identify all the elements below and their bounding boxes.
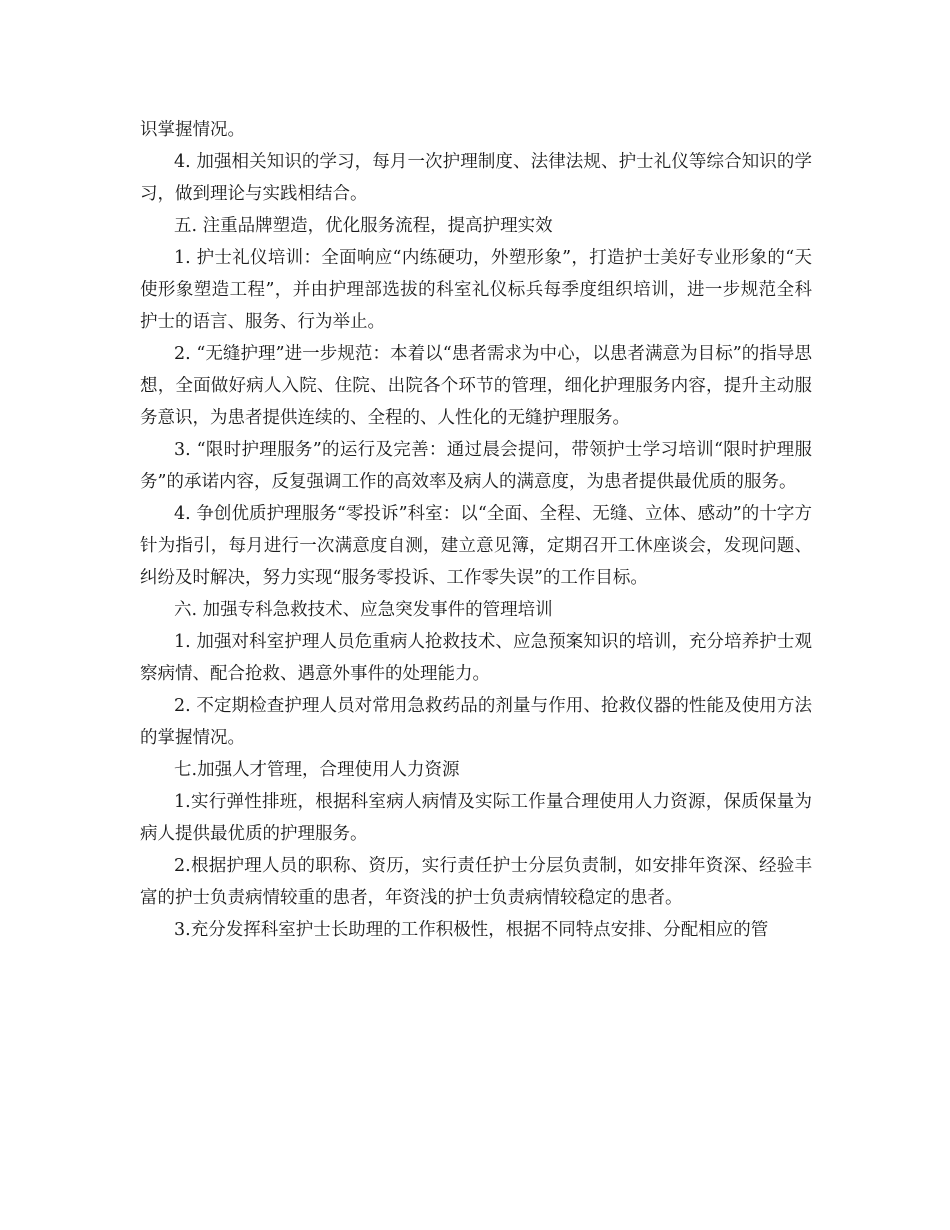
paragraph-item: 3.充分发挥科室护士长助理的工作积极性，根据不同特点安排、分配相应的管 [174,920,769,940]
paragraph-item: 2.根据护理人员的职称、资历，实行责任护士分层负责制，如安排年资深、经验丰富的护士负责病情较重的患者，年资浅的护士负责病情较稳定的患者。 [140,856,812,908]
document-body [140,114,812,946]
paragraph-item: 2. 不定期检查护理人员对常用急救药品的剂量与作用、抢救仪器的性能及使用方法的掌握情况。 [140,696,812,748]
paragraph-item: 1.实行弹性排班，根据科室病人病情及实际工作量合理使用人力资源，保质保量为病人提供最优质的护理服务。 [140,792,812,844]
paragraph-item: 1. 护士礼仪培训：全面响应“内练硬功，外塑形象”，打造护士美好专业形象的“天使形象塑造工程”，并由护理部选拔的科室礼仪标兵每季度组织培训，进一步规范全科护士的语言、服务、行为举止。 [140,248,812,332]
paragraph-item: 2. “无缝护理”进一步规范：本着以“患者需求为中心，以患者满意为目标”的指导思想，全面做好病人入院、住院、出院各个环节的管理，细化护理服务内容，提升主动服务意识，为患者提供连续的、全程的、人性化的无缝护理服务。 [140,344,812,428]
paragraph-item: 1. 加强对科室护理人员危重病人抢救技术、应急预案知识的培训，充分培养护士观察病情、配合抢救、遇意外事件的处理能力。 [140,632,812,684]
section-heading-5: 五. 注重品牌塑造，优化服务流程，提高护理实效 [174,216,553,236]
paragraph-item: 3. “限时护理服务”的运行及完善：通过晨会提问，带领护士学习培训“限时护理服务”的承诺内容，反复强调工作的高效率及病人的满意度，为患者提供最优质的服务。 [140,440,812,492]
paragraph-item: 4. 争创优质护理服务“零投诉”科室：以“全面、全程、无缝、立体、感动”的十字方针为指引，每月进行一次满意度自测，建立意见簿，定期召开工休座谈会，发现问题、纠纷及时解决，努力实现“服务零投诉、工作零失误”的工作目标。 [140,504,812,588]
paragraph-continuation: 识掌握情况。 [140,120,245,140]
section-heading-6: 六. 加强专科急救技术、应急突发事件的管理培训 [174,600,553,620]
paragraph-item: 4. 加强相关知识的学习，每月一次护理制度、法律法规、护士礼仪等综合知识的学习，做到理论与实践相结合。 [140,152,812,204]
section-heading-7: 七.加强人才管理，合理使用人力资源 [174,760,460,780]
